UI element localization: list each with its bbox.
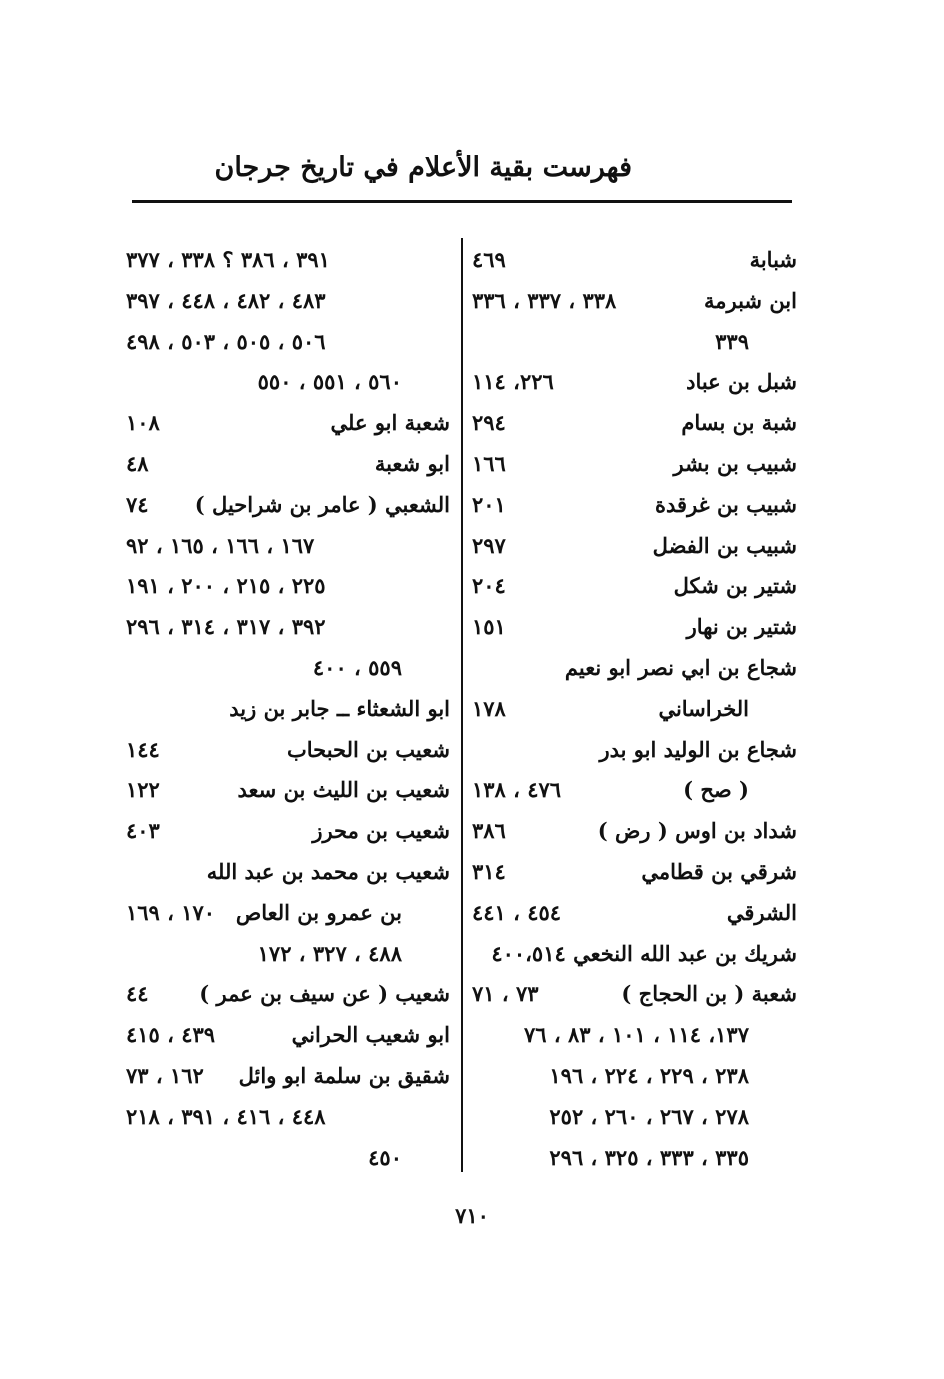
- entry-name: ابن شبرمة: [703, 287, 797, 313]
- index-entry: [472, 1056, 797, 1097]
- index-entry: [472, 403, 797, 444]
- entry-pages: ٣٣٩: [715, 328, 749, 354]
- entry-name: شعبة ( بن الحجاج ): [621, 981, 797, 1007]
- page-title: فهرست بقية الأعلام في تاريخ جرجان: [214, 152, 632, 183]
- entry-pages: ١٦٧ ، ١٦٦ ، ١٦٥ ، ٩٢: [126, 532, 315, 558]
- index-entry: [126, 893, 450, 934]
- index-entry: [472, 526, 797, 567]
- index-entry: [126, 1015, 450, 1056]
- index-entry: [472, 648, 797, 689]
- entry-pages: ٢٠٤: [472, 573, 506, 599]
- index-entry: [472, 444, 797, 485]
- entry-name: الشرقي: [726, 899, 797, 925]
- index-entry: [126, 811, 450, 852]
- entry-pages: ٢٣٨ ، ٢٢٩ ، ٢٢٤ ، ١٩٦: [549, 1062, 749, 1088]
- entry-name: ابو الشعثاء ــ جابر بن زيد: [229, 695, 450, 721]
- entry-pages: ١٦٢ ، ٧٣: [126, 1062, 204, 1088]
- entry-name: شبابة: [749, 247, 797, 272]
- entry-pages: ١٣٧، ١١٤ ، ١٠١ ، ٨٣ ، ٧٦: [524, 1022, 749, 1048]
- index-entry: [472, 1015, 797, 1056]
- entry-pages: ٥٦٠ ، ٥٥١ ، ٥٥٠: [257, 369, 402, 395]
- index-entry: [472, 974, 797, 1015]
- entry-pages: ٢٢٦، ١١٤: [472, 369, 554, 395]
- entry-name: الشعبي ( عامر بن شراحيل ): [194, 491, 450, 517]
- entry-pages: ١٦٦: [472, 450, 506, 476]
- index-entry: [126, 526, 450, 567]
- entry-name: شبة بن بسام: [681, 410, 797, 436]
- entry-pages: ٢٢٥ ، ٢١٥ ، ٢٠٠ ، ١٩١: [126, 573, 326, 599]
- entry-name: شتير بن نهار: [686, 614, 797, 640]
- entry-pages: ٤٤: [126, 981, 149, 1007]
- entry-name: شعيب ( عن سيف بن عمر ): [199, 981, 450, 1007]
- page-number: ٧١٠: [455, 1203, 489, 1228]
- entry-pages: ٤٠٣: [126, 818, 160, 844]
- entry-pages: ٤٥٠: [368, 1144, 402, 1170]
- entry-pages: ٥٠٦ ، ٥٠٥ ، ٥٠٣ ، ٤٩٨: [126, 328, 326, 354]
- entry-pages: ١٢٢: [126, 777, 160, 803]
- index-entry: [472, 934, 797, 975]
- entry-pages: ١٠٨: [126, 410, 160, 436]
- index-entry: [126, 281, 450, 322]
- entry-name: شجاع بن الوليد ابو بدر: [599, 736, 797, 762]
- index-entry: [126, 322, 450, 363]
- index-entry: [472, 322, 797, 363]
- entry-pages: ٣١٤: [472, 858, 506, 884]
- entry-name: شعيب بن الليث بن سعد: [237, 777, 450, 803]
- index-entry: [126, 770, 450, 811]
- entry-name: شرقي بن قطامي: [641, 858, 797, 884]
- entry-pages: ٤٣٩ ، ٤١٥: [126, 1022, 216, 1048]
- entry-pages: ٤٨٣ ، ٤٨٢ ، ٤٤٨ ، ٣٩٧: [126, 287, 326, 313]
- index-entry: [126, 1138, 450, 1179]
- entry-pages: ٢٩٤: [472, 410, 506, 436]
- index-entry: [126, 974, 450, 1015]
- entry-pages: ٤٧٦ ، ١٣٨: [472, 777, 562, 803]
- index-entry: [126, 444, 450, 485]
- entry-pages: ٣٩١ ، ٣٨٦ ؟ ٣٣٨ ، ٣٧٧: [126, 247, 330, 272]
- entry-pages: ٣٣٥ ، ٣٣٣ ، ٣٢٥ ، ٢٩٦: [549, 1144, 749, 1170]
- index-entry: [472, 566, 797, 607]
- entry-pages: ٢٧٨ ، ٢٦٧ ، ٢٦٠ ، ٢٥٢: [549, 1103, 749, 1129]
- entry-name: شبيب بن الفضل: [652, 532, 797, 558]
- entry-pages: ٤٤٨ ، ٤١٦ ، ٣٩١ ، ٢١٨: [126, 1103, 326, 1129]
- entry-name: بن عمرو بن العاص: [235, 899, 402, 925]
- index-entry: [126, 934, 450, 975]
- entry-name: شعيب بن الحبحاب: [287, 736, 450, 762]
- index-entry: [126, 566, 450, 607]
- right-column: [472, 240, 797, 1178]
- index-entry: [126, 403, 450, 444]
- index-entry: [472, 893, 797, 934]
- index-entry: [126, 240, 450, 281]
- index-entry: [472, 240, 797, 281]
- index-entry: [472, 607, 797, 648]
- index-entry: [126, 607, 450, 648]
- index-entry: [472, 281, 797, 322]
- entry-pages: ٤٨: [126, 450, 149, 476]
- index-entry: [472, 770, 797, 811]
- index-entry: [472, 811, 797, 852]
- left-column: [126, 240, 450, 1178]
- index-entry: [126, 362, 450, 403]
- entry-pages: ٣٨٦: [472, 818, 506, 844]
- index-entry: [472, 852, 797, 893]
- header-rule: [132, 200, 792, 203]
- entry-name: شجاع بن ابي نصر ابو نعيم: [564, 654, 797, 680]
- entry-name: الخراساني: [658, 695, 749, 721]
- index-entry: [126, 485, 450, 526]
- entry-pages: ١٤٤: [126, 736, 160, 762]
- entry-name: ابو شعبة: [374, 450, 450, 476]
- entry-pages: ١٧٠ ، ١٦٩: [126, 899, 216, 925]
- entry-pages: ٤٥٤ ، ٤٤١: [472, 899, 562, 925]
- entry-name: ( صح ): [683, 777, 749, 803]
- index-entry: [472, 485, 797, 526]
- entry-name: شريك بن عبد الله النخعي ٤٠٠،٥١٤: [491, 940, 797, 966]
- entry-pages: ٤٨٨ ، ٣٢٧ ، ١٧٢: [257, 940, 402, 966]
- entry-pages: ٣٣٨ ، ٣٣٧ ، ٣٣٦: [472, 287, 617, 313]
- entry-pages: ٧٤: [126, 491, 149, 517]
- entry-pages: ٥٥٩ ، ٤٠٠: [312, 654, 402, 680]
- entry-pages: ٣٩٢ ، ٣١٧ ، ٣١٤ ، ٢٩٦: [126, 614, 326, 640]
- entry-name: شعيب بن محمد بن عبد الله: [206, 858, 450, 884]
- entry-pages: ٧٣ ، ٧١: [472, 981, 539, 1007]
- index-entry: [472, 1138, 797, 1179]
- index-entry: [126, 1097, 450, 1138]
- index-entry: [472, 689, 797, 730]
- entry-name: شتير بن شكل: [673, 573, 797, 599]
- index-entry: [126, 730, 450, 771]
- entry-pages: ١٥١: [472, 614, 506, 640]
- entry-name: ابو شعيب الحراني: [291, 1022, 450, 1048]
- index-entry: [126, 852, 450, 893]
- index-entry: [126, 648, 450, 689]
- index-entry: [472, 730, 797, 771]
- entry-name: شقيق بن سلمة ابو وائل: [238, 1062, 450, 1088]
- entry-name: شداد بن اوس ( رض ): [597, 818, 797, 844]
- index-entry: [472, 362, 797, 403]
- entry-name: شبل بن عباد: [686, 369, 797, 395]
- entry-name: شعيب بن محرز: [312, 818, 450, 844]
- entry-pages: ٢٩٧: [472, 532, 506, 558]
- entry-pages: ٢٠١: [472, 491, 506, 517]
- entry-pages: ٤٦٩: [472, 247, 506, 272]
- index-entry: [126, 689, 450, 730]
- entry-name: شبيب بن بشر: [673, 450, 797, 476]
- index-entry: [472, 1097, 797, 1138]
- column-divider: [461, 238, 463, 1172]
- entry-name: شعبة ابو علي: [330, 410, 450, 436]
- entry-name: شبيب بن غرقدة: [655, 491, 797, 517]
- index-entry: [126, 1056, 450, 1097]
- entry-pages: ١٧٨: [472, 695, 506, 721]
